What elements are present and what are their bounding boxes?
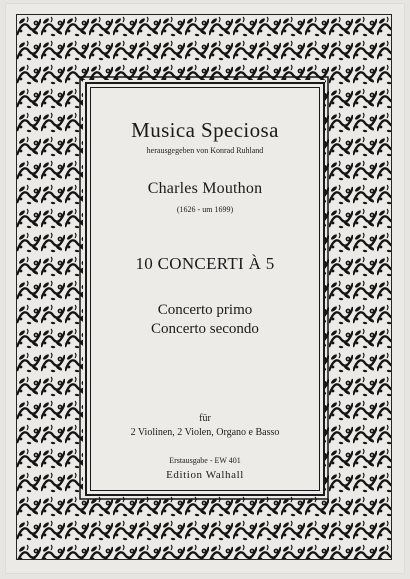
main-title: 10 CONCERTI À 5 [135,254,275,273]
composer-dates: (1626 - um 1699) [176,205,234,214]
editor-credit: herausgegeben von Konrad Ruhland [146,146,264,155]
title-panel [85,82,325,496]
work-title-2: Concerto secondo [151,321,259,337]
composer-name: Charles Mouthon [147,180,263,197]
score-cover [6,4,404,573]
scoring-intro: für [199,413,211,424]
edition-number: Erstausgabe - EW 401 [169,456,241,465]
scoring-instruments: 2 Violinen, 2 Violen, Organo e Basso [130,427,280,438]
work-title-1: Concerto primo [157,302,253,318]
publisher-name: Edition Walhall [166,469,244,481]
series-title: Musica Speciosa [131,118,279,142]
